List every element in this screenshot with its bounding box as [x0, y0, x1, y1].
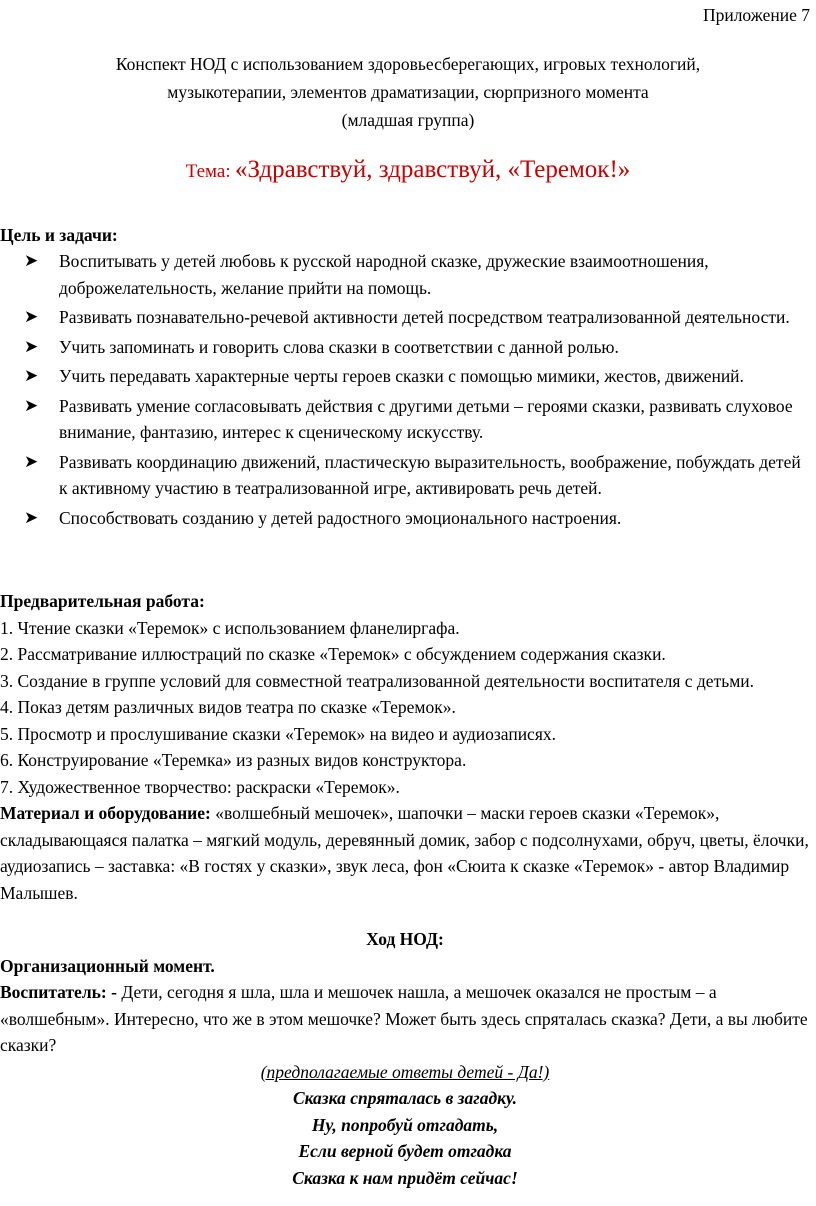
teacher-text: Дети, сегодня я шла, шла и мешочек нашла, а мешочек оказался не простым – а «волшебным». Интересно, что же в этом мешочке? Может быть здесь спряталась сказка? Дети, а вы любите сказки? — [0, 982, 808, 1055]
teacher-paragraph — [0, 979, 810, 1059]
arrow-bullet-icon: ➤ — [24, 366, 39, 385]
goal-text: Учить запоминать и говорить слова сказки в соответствии с данной ролью. — [59, 336, 619, 357]
arrow-bullet-icon: ➤ — [24, 507, 39, 527]
teacher-label: Воспитатель: - — [0, 982, 117, 1002]
topic-text: «Здравствуй, здравствуй, «Теремок!» — [235, 156, 631, 183]
goal-item — [0, 363, 816, 390]
goal-text: Развивать координацию движений, пластическую выразительность, воображение, побуждать детей к активному участию в театрализованной игре, активировать речь детей. — [59, 451, 801, 498]
document-body — [0, 588, 810, 1191]
goal-item — [0, 449, 816, 502]
title-line: музыкотерапии, элементов драматизации, сюрпризного момента — [167, 82, 649, 102]
prelim-item: 1. Чтение сказки «Теремок» с использованием фланелиргафа. — [0, 617, 460, 638]
prelim-item: 5. Просмотр и прослушивание сказки «Теремок» на видео и аудиозаписях. — [0, 723, 557, 744]
topic-heading — [0, 157, 816, 185]
prelim-item: 2. Рассматривание иллюстраций по сказке «Теремок» с обсуждением содержания сказки. — [0, 644, 666, 664]
title-line: (младшая группа) — [341, 110, 475, 130]
topic-label: Тема: — [185, 161, 231, 182]
goal-text: Способствовать созданию у детей радостного эмоционального настроения. — [59, 507, 622, 528]
poem-line: Сказка к нам придёт сейчас! — [292, 1167, 518, 1188]
prelim-item: 3. Создание в группе условий для совместной театрализованной деятельности воспитателя с детьми. — [0, 670, 755, 691]
goal-text: Развивать познавательно-речевой активности детей посредством театрализованной деятельности. — [59, 307, 790, 327]
arrow-bullet-icon: ➤ — [24, 336, 39, 356]
goal-item — [0, 393, 816, 446]
org-heading: Организационный момент. — [0, 955, 215, 976]
goal-text: Развивать умение согласовывать действия с другими детьми – героями сказки, развивать слуховое внимание, фантазию, интерес к сценическому искусству. — [59, 395, 793, 442]
prelim-heading: Предварительная работа: — [0, 591, 205, 611]
prelim-item: 4. Показ детям различных видов театра по сказке «Теремок». — [0, 697, 456, 717]
materials-paragraph — [0, 800, 810, 906]
prelim-item: 7. Художественное творчество: раскраски «Теремок». — [0, 776, 400, 797]
goals-heading: Цель и задачи: — [0, 225, 118, 245]
expected-answers — [0, 1059, 810, 1086]
goal-text: Воспитывать у детей любовь к русской народной сказке, дружеские взаимоотношения, доброжелательность, желание прийти на помощь. — [59, 251, 709, 298]
goal-item — [0, 304, 816, 331]
expected-answers-text: (предполагаемые ответы детей - Да!) — [260, 1061, 550, 1082]
prelim-item: 6. Конструирование «Теремка» из разных видов конструктора. — [0, 750, 467, 770]
poem-line: Ну, попробуй отгадать, — [311, 1114, 499, 1135]
document-title — [0, 50, 816, 134]
goal-item — [0, 334, 816, 361]
arrow-bullet-icon: ➤ — [24, 395, 39, 415]
appendix-label: Приложение 7 — [702, 5, 810, 25]
goals-list — [0, 248, 816, 534]
goal-item — [0, 248, 816, 301]
course-heading: Ход НОД: — [366, 929, 444, 949]
arrow-bullet-icon: ➤ — [24, 451, 39, 471]
goal-item — [0, 505, 816, 532]
materials-heading: Материал и оборудование: — [0, 803, 211, 823]
arrow-bullet-icon: ➤ — [24, 251, 39, 270]
materials-text: «волшебный мешочек», шапочки – маски героев сказки «Теремок», складывающаяся палатка – мягкий модуль, деревянный домик, забор с подсолнухами, обруч, цветы, ёлочки, аудиозапись – заставка: «В гостях у сказки», звук леса, фон «Сюита к сказке «Теремок» - автор Владимир Малышев. — [0, 803, 809, 903]
goal-text: Учить передавать характерные черты героев сказки с помощью мимики, жестов, движений. — [59, 366, 744, 386]
poem-line: Сказка спряталась в загадку. — [292, 1088, 518, 1108]
poem-line: Если верной будет отгадка — [298, 1141, 512, 1161]
title-line: Конспект НОД с использованием здоровьесберегающих, игровых технологий, — [115, 54, 701, 74]
arrow-bullet-icon: ➤ — [24, 307, 39, 326]
